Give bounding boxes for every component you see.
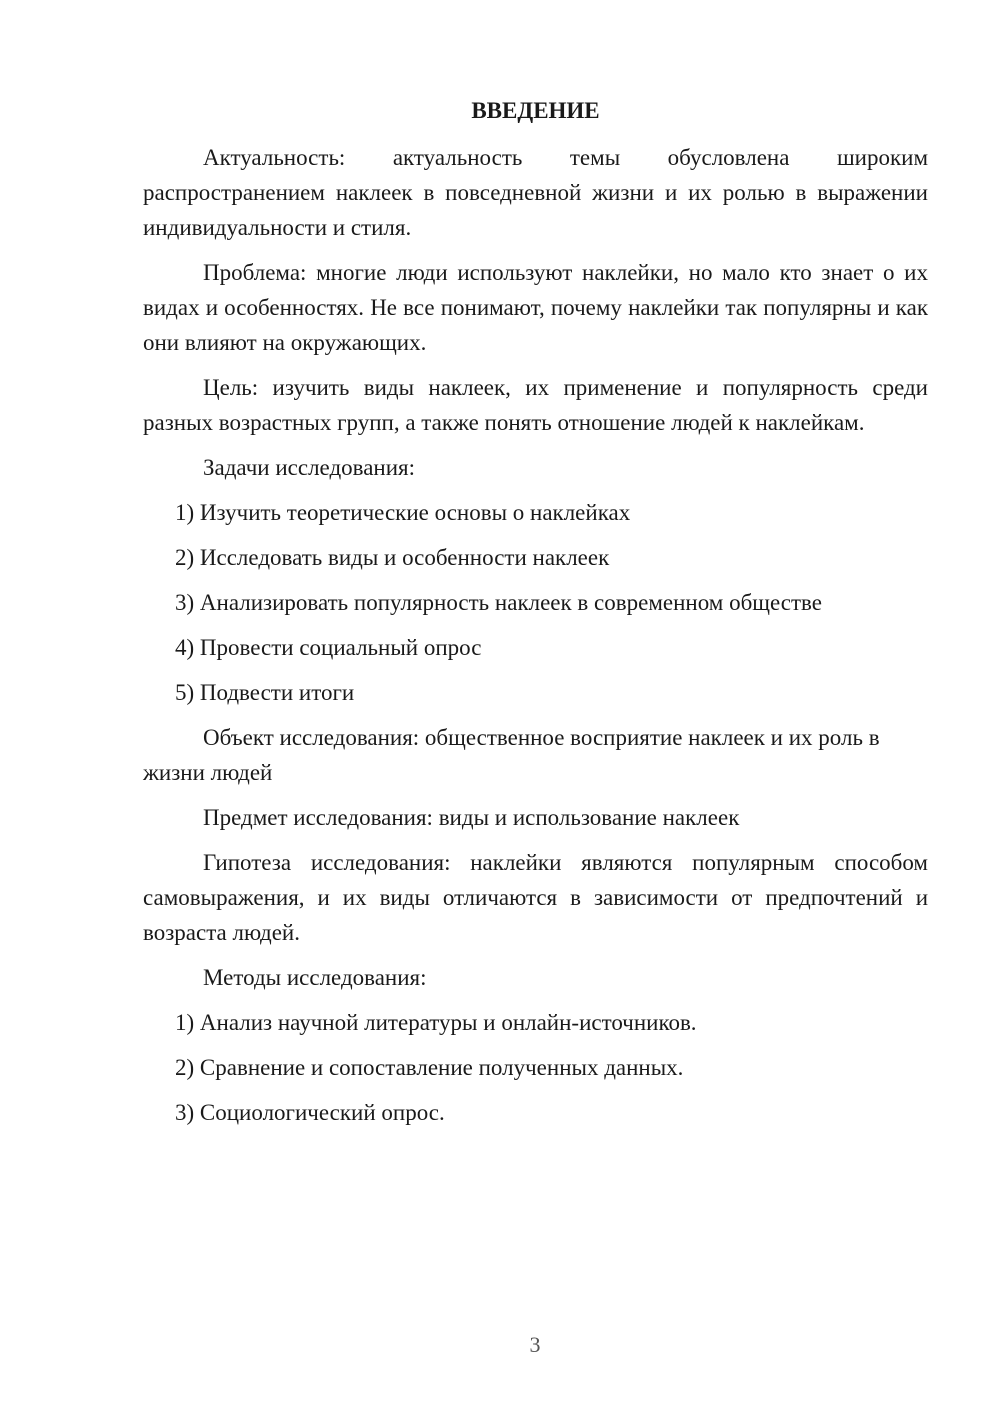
method-item: 2) Сравнение и сопоставление полученных данных. [175, 1055, 684, 1080]
task-item: 4) Провести социальный опрос [175, 635, 482, 660]
task-item: 5) Подвести итоги [175, 680, 355, 705]
task-item: 2) Исследовать виды и особенности наклеек [175, 545, 610, 570]
method-item: 1) Анализ научной литературы и онлайн-источников. [175, 1010, 697, 1035]
task-item: 1) Изучить теоретические основы о наклейках [175, 500, 631, 525]
goal-paragraph: Цель: изучить виды наклеек, их применение и популярность среди разных возрастных групп, а также понять отношение людей к наклейкам. [143, 375, 928, 435]
task-item: 3) Анализировать популярность наклеек в современном обществе [175, 590, 822, 615]
methods-heading: Методы исследования: [203, 965, 427, 990]
tasks-heading: Задачи исследования: [203, 455, 416, 480]
problem-paragraph: Проблема: многие люди используют наклейки, но мало кто знает о их видах и особенностях. Не все понимают, почему наклейки так популярны и как они влияют на окружающих. [143, 260, 928, 355]
methods-list [143, 1005, 928, 1130]
relevance-paragraph: Актуальность: актуальность темы обусловлена широким распространением наклеек в повседневной жизни и их ролью в выражении индивидуальности и стиля. [143, 145, 928, 240]
object-paragraph: Объект исследования: общественное восприятие наклеек и их роль в жизни людей [143, 725, 880, 785]
hypothesis-paragraph: Гипотеза исследования: наклейки являются популярным способом самовыражения, и их виды отличаются в зависимости от предпочтений и возраста людей. [143, 850, 928, 945]
subject-paragraph: Предмет исследования: виды и использование наклеек [203, 805, 740, 830]
tasks-list [143, 495, 928, 710]
page-number: 3 [529, 1332, 541, 1357]
page-title: ВВЕДЕНИЕ [471, 98, 600, 123]
method-item: 3) Социологический опрос. [175, 1100, 445, 1125]
page-content [143, 93, 928, 1140]
